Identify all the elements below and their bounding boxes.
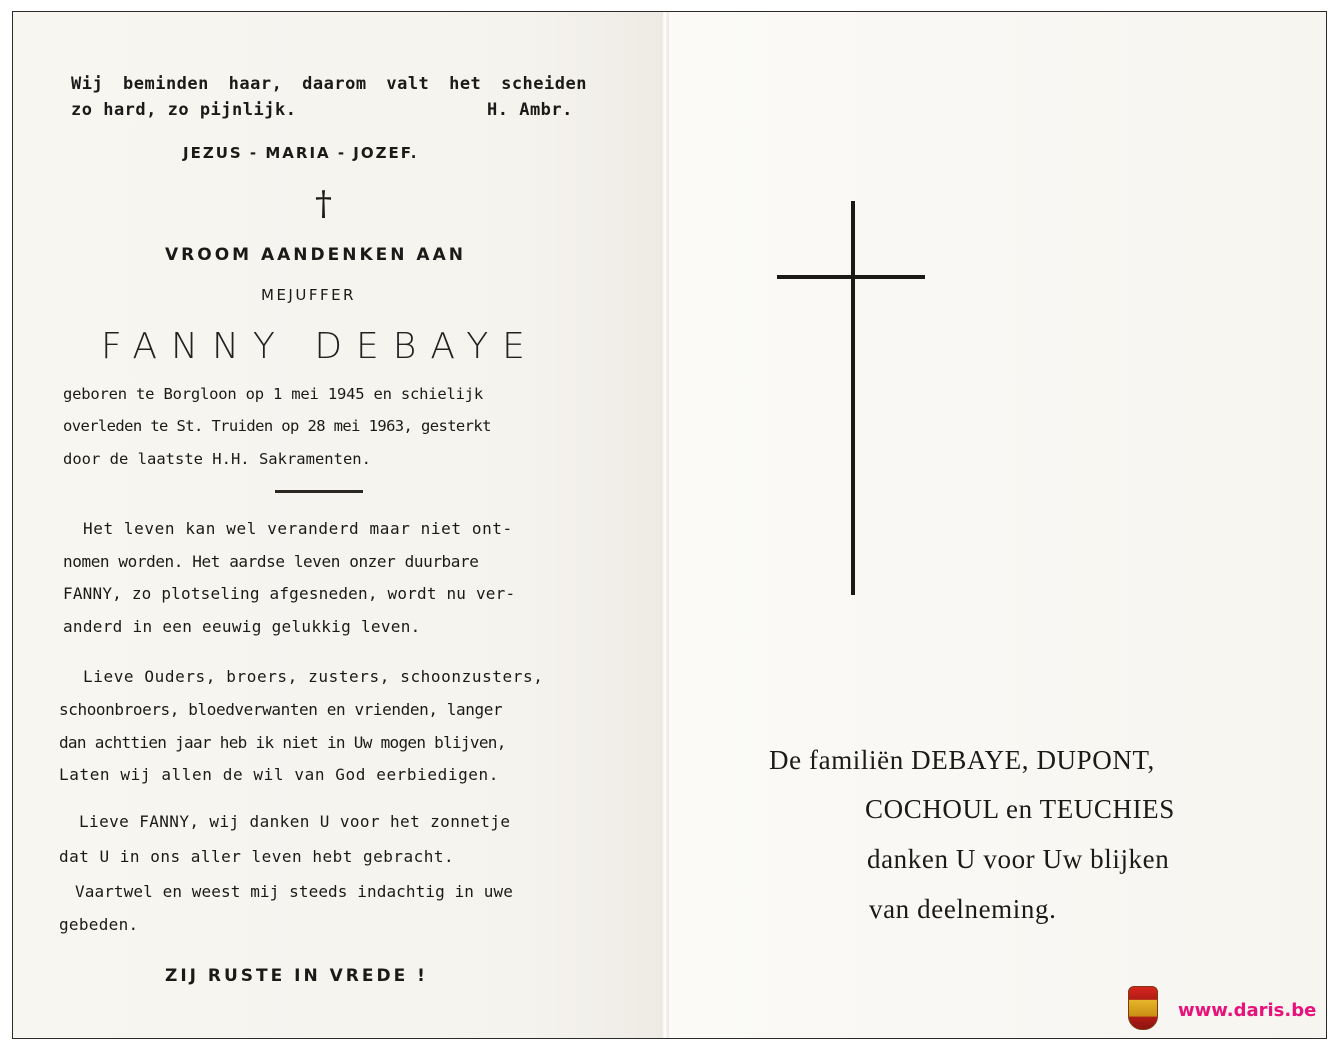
bio-line: door de laatste H.H. Sakramenten. [63,450,371,468]
paragraph-line: dat U in ons aller leven hebt gebracht. [59,847,455,866]
paragraph-line: Het leven kan wel veranderd maar niet ont- [83,519,513,538]
bio-line: overleden te St. Truiden op 28 mei 1963, gesterkt [63,417,491,435]
cross-icon: † [315,184,332,224]
paragraph-line: dan achttien jaar heb ik niet in Uw mogen blijven, [59,733,506,752]
heading: VROOM AANDENKEN AAN [165,245,466,265]
quote-attribution: H. Ambr. [487,100,573,120]
paragraph-line: gebeden. [59,915,139,934]
thanks-line: COCHOUL en TEUCHIES [865,794,1175,824]
paragraph-line: Lieve Ouders, broers, zusters, schoonzusters, [83,667,544,686]
thanks-line: De familiën DEBAYE, DUPONT, [769,745,1155,775]
paragraph-line: FANNY, zo plotseling afgesneden, wordt nu ver- [63,584,516,603]
thanks-line: van deelneming. [869,894,1057,924]
quote-word: daarom [302,74,367,94]
quote-line-1 [71,74,587,94]
large-cross-horizontal [777,275,925,279]
divider [275,490,363,493]
paragraph-line: Laten wij allen de wil van God eerbiedigen. [59,765,500,784]
quote-word: het [449,74,482,94]
quote-line-2: zo hard, zo pijnlijk. [71,100,297,120]
paragraph-line: nomen worden. Het aardse leven onzer duurbare [63,552,479,571]
watermark-link[interactable]: www.daris.be [1178,1000,1317,1021]
closing-line: ZIJ RUSTE IN VREDE ! [165,966,428,986]
right-panel [669,12,1326,1038]
left-panel [13,12,661,1038]
quote-word: Wij [71,74,104,94]
quote-word: haar, [228,74,283,94]
crest-logo [1128,986,1158,1030]
memorial-card [12,11,1327,1039]
deceased-name: FANNY DEBAYE [101,326,539,367]
invocation: JEZUS - MARIA - JOZEF. [183,144,419,162]
paragraph-line: Vaartwel en weest mij steeds indachtig in uwe [75,882,513,901]
honorific: MEJUFFER [261,286,356,304]
thanks-line: danken U voor Uw blijken [867,844,1170,874]
quote-word: scheiden [501,74,587,94]
large-cross-vertical [851,201,855,595]
quote-word: beminden [123,74,209,94]
quote-word: valt [386,74,430,94]
paragraph-line: Lieve FANNY, wij danken U voor het zonnetje [79,812,511,831]
paragraph-line: schoonbroers, bloedverwanten en vrienden, langer [59,700,503,719]
paragraph-line: anderd in een eeuwig gelukkig leven. [63,617,421,636]
card-fold [661,12,669,1038]
bio-line: geboren te Borgloon op 1 mei 1945 en schielijk [63,385,484,403]
